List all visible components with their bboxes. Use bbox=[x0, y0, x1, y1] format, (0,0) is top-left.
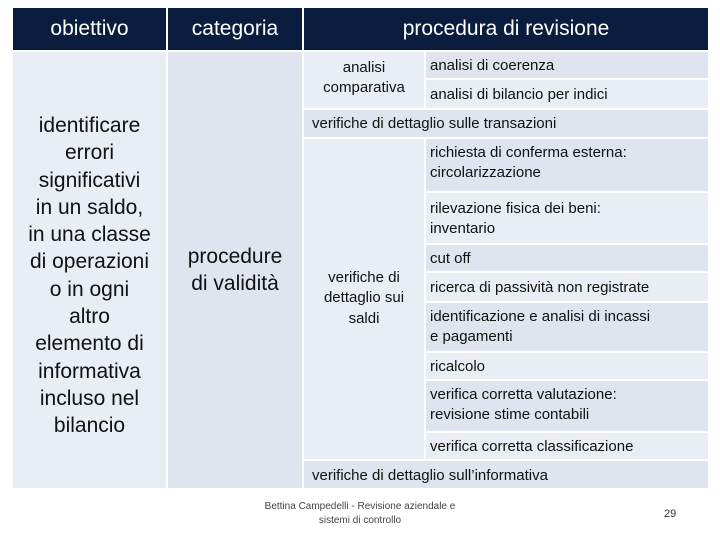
header-objective-label: obiettivo bbox=[50, 17, 129, 40]
footer-text: Bettina Campedelli - Revisione aziendale e sistemi di controllo bbox=[264, 501, 456, 526]
category-text: procedure di validità bbox=[187, 245, 283, 296]
balances-item: verifica corretta valutazione: revisione stime contabili bbox=[430, 386, 617, 424]
header-category bbox=[168, 8, 302, 50]
balances-item: ricerca di passività non registrate bbox=[430, 279, 650, 296]
comparative-label: analisi comparativa bbox=[323, 59, 405, 97]
balances-item: cut off bbox=[430, 250, 471, 267]
balances-item: rilevazione fisica dei beni: inventario bbox=[430, 200, 601, 238]
balances-item: identificazione e analisi di incassi e pagamenti bbox=[430, 308, 651, 346]
balances-item: verifica corretta classificazione bbox=[430, 438, 634, 455]
objective-text: identificare errori significativi in un saldo, in una classe di operazioni o in ogni altro elemento di informativa incluso nel bilancio bbox=[28, 114, 151, 438]
header-procedure-label: procedura di revisione bbox=[402, 17, 610, 40]
balances-item: richiesta di conferma esterna: circolarizzazione bbox=[430, 144, 627, 182]
disclosure-label: verifiche di dettaglio sull’informativa bbox=[312, 467, 548, 484]
balances-label: verifiche di dettaglio sui saldi bbox=[323, 269, 405, 327]
header-procedure bbox=[304, 8, 708, 50]
header-category-label: categoria bbox=[191, 17, 279, 40]
page-number: 29 bbox=[664, 508, 677, 520]
comparative-item: analisi di coerenza bbox=[430, 57, 555, 74]
balances-item: ricalcolo bbox=[430, 358, 486, 375]
comparative-item: analisi di bilancio per indici bbox=[430, 86, 608, 103]
header-objective bbox=[13, 8, 166, 50]
transactions-label: verifiche di dettaglio sulle transazioni bbox=[312, 115, 557, 132]
